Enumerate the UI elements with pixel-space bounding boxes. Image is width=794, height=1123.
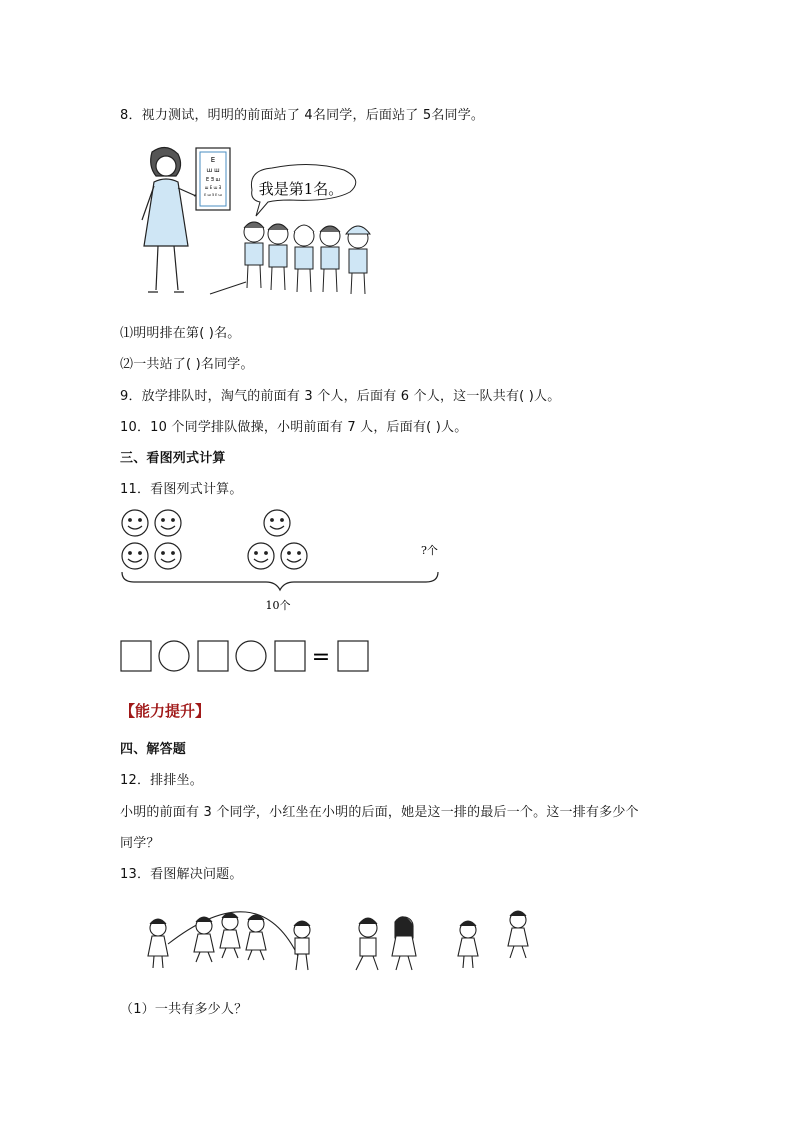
teacher-figure [142, 147, 196, 292]
q12-line1: 小明的前面有 3 个同学，小红坐在小明的后面，她是这一排的最后一个。这一排有多少个 [120, 805, 639, 820]
child-girl-4 [246, 915, 266, 960]
answer-box[interactable] [275, 641, 305, 671]
section4-heading: 四、解答题 [120, 742, 187, 757]
child-2 [268, 224, 288, 290]
equation-svg [120, 640, 380, 674]
q13-illustration [138, 900, 538, 978]
child-girl-2 [194, 917, 214, 962]
smiley-face-icon [155, 543, 181, 569]
child-5 [346, 226, 370, 294]
eye-chart-row-5: E ш Ǝ E ɯ [204, 193, 222, 197]
question-count-label: ?个 [421, 544, 438, 557]
smiley-face-icon [248, 543, 274, 569]
answer-box[interactable] [198, 641, 228, 671]
child-4 [320, 226, 340, 292]
q12-title: 12．排排坐。 [120, 773, 203, 788]
eye-chart-row-2: ɯ ш [206, 167, 220, 174]
q11-title: 11．看图列式计算。 [120, 482, 243, 497]
equation-blanks [120, 640, 380, 674]
children-playing-svg [138, 900, 538, 978]
children-line [244, 222, 370, 294]
q8-text: 8．视力测试，明明的前面站了 4名同学，后面站了 5名同学。 [120, 108, 485, 123]
floor-line [210, 282, 246, 294]
q9-text: 9．放学排队时，淘气的前面有 3 个人，后面有 6 个人，这一队共有( )人。 [120, 389, 561, 404]
smiley-face-icon [122, 543, 148, 569]
smiley-face-icon [122, 510, 148, 536]
result-box[interactable] [338, 641, 368, 671]
smiley-svg [118, 506, 448, 616]
section3-heading: 三、看图列式计算 [120, 451, 226, 466]
eye-test-illustration [134, 142, 374, 302]
child-girl-7 [508, 911, 528, 958]
q13-sub1: （1）一共有多少人？ [120, 1002, 248, 1017]
child-boy-2 [356, 918, 378, 970]
smiley-face-icon [281, 543, 307, 569]
q12-line2: 同学？ [120, 836, 160, 851]
child-girl-6 [458, 921, 478, 968]
total-count-label: 10个 [265, 599, 291, 612]
eye-chart-row-1: E [210, 156, 216, 164]
total-brace [122, 572, 438, 590]
operator-circle[interactable] [159, 641, 189, 671]
q13-title: 13．看图解决问题。 [120, 867, 243, 882]
q11-diagram [118, 506, 448, 616]
smiley-face-icon [264, 510, 290, 536]
child-boy-1 [294, 921, 310, 970]
child-girl-5 [392, 917, 416, 970]
child-girl-3 [220, 913, 240, 958]
child-3 [294, 225, 314, 292]
q10-text: 10．10 个同学排队做操，小明前面有 7 人，后面有( )人。 [120, 420, 468, 435]
eye-test-svg [134, 142, 374, 302]
speech-text: 我是第1名。 [258, 180, 344, 198]
eye-chart-row-4: ш E ɯ Ǝ [204, 185, 222, 190]
q8-sub1: ⑴明明排在第( )名。 [120, 326, 241, 341]
child-girl-1 [148, 919, 168, 968]
child-1 [244, 222, 264, 288]
ability-heading: 【能力提升】 [120, 702, 211, 720]
equals-sign: = [311, 645, 331, 670]
eye-chart-row-3: E Ǝ ш [205, 177, 221, 183]
operator-circle[interactable] [236, 641, 266, 671]
answer-box[interactable] [121, 641, 151, 671]
smiley-face-icon [155, 510, 181, 536]
q8-sub2: ⑵一共站了( )名同学。 [120, 357, 254, 372]
